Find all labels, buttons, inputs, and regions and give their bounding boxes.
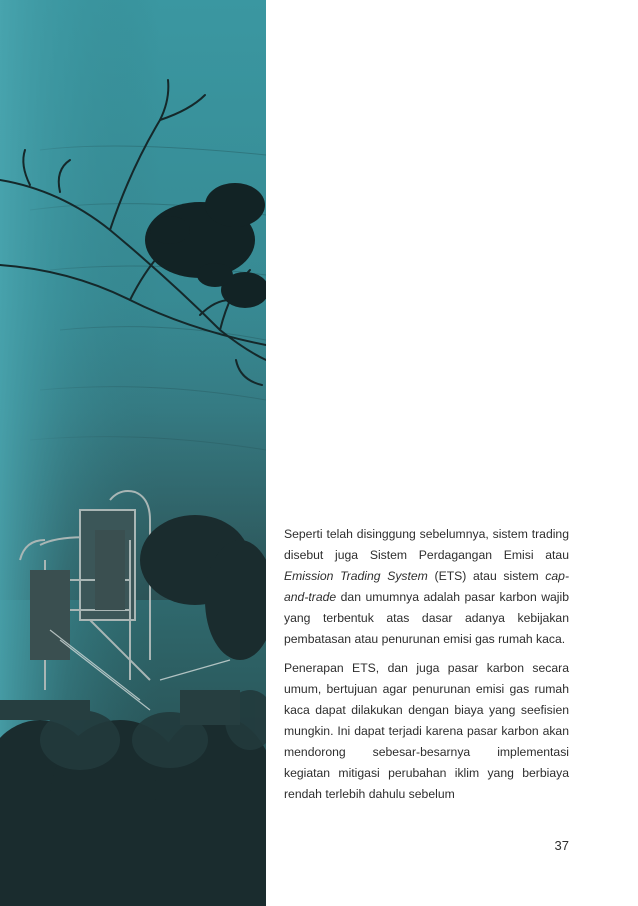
para1-segment: (ETS) atau sistem [427, 569, 546, 583]
para1-segment: dan umumnya adalah pasar karbon wajib yang terbentuk atas dasar adanya kebijakan pembatasan atau penurunan emisi gas rumah kaca. [284, 590, 569, 646]
para1-term-ets: Emission Trading System [284, 569, 428, 583]
cover-photo-industrial-plant [0, 0, 266, 906]
para2-segment: Penerapan ETS, dan juga pasar karbon secara umum, bertujuan agar penurunan emisi gas rumah kaca dapat dilakukan dengan biaya yang seefisien mungkin. Ini dapat terjadi karena pasar karbon akan mendorong sebesar-besarnya implementasi kegiatan mitigasi perubahan iklim yang berbiaya rendah terlebih dahulu sebelum [284, 661, 569, 801]
body-text [284, 524, 569, 805]
paragraph-1 [284, 524, 569, 650]
para1-term-cap-and-trade: cap-and-trade [284, 569, 570, 604]
para1-segment: Seperti telah disinggung sebelumnya, sistem trading disebut juga Sistem Perdagangan Emisi atau [284, 527, 569, 562]
paragraph-2 [284, 658, 569, 805]
photo-illustration [0, 0, 266, 906]
page-number: 37 [554, 838, 569, 853]
